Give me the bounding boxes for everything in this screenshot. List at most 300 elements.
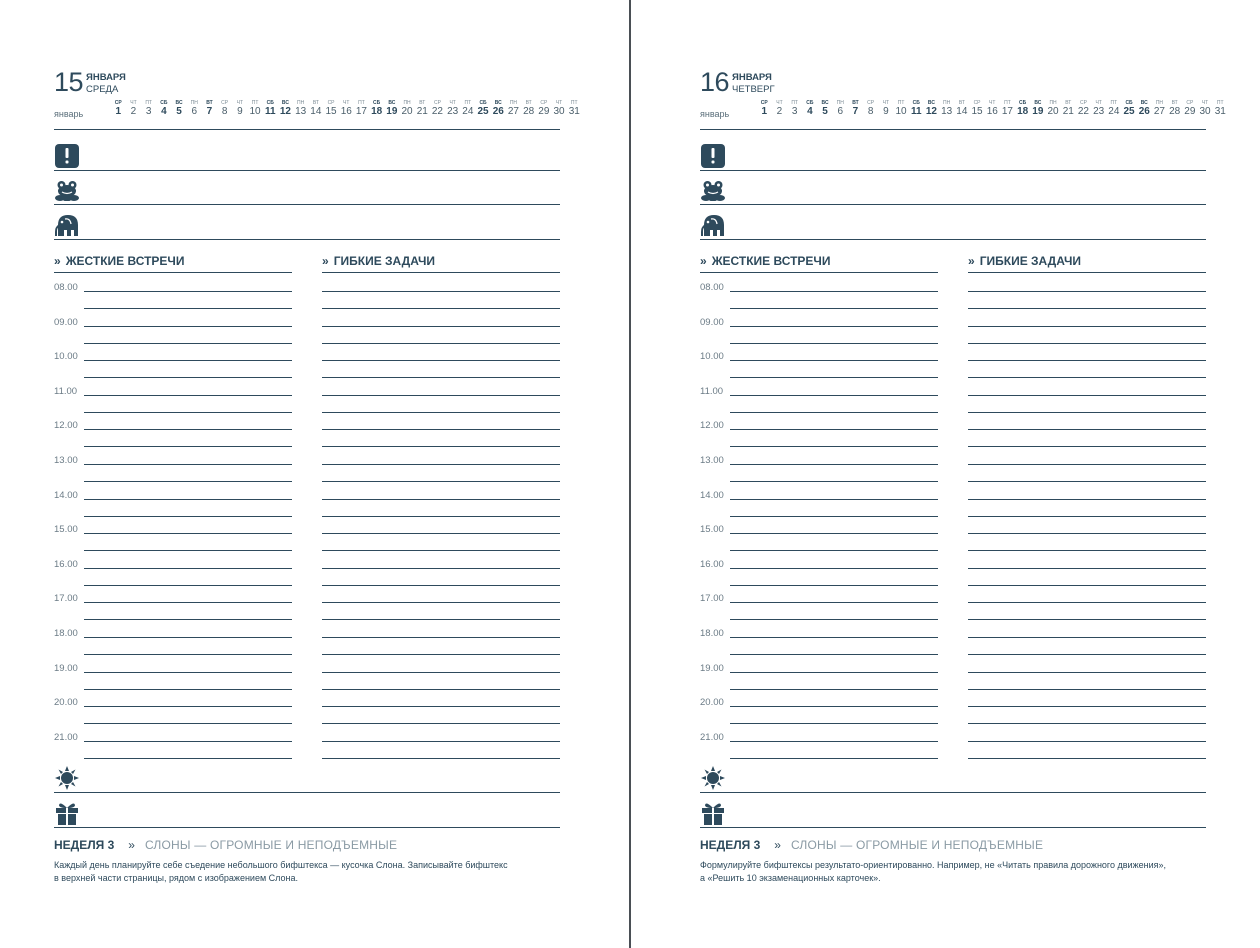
calendar-date: 20	[401, 106, 413, 117]
sun-icon	[700, 765, 728, 791]
calendar-day[interactable]	[924, 100, 939, 118]
calendar-date: 7	[852, 106, 859, 117]
calendar-day[interactable]	[476, 100, 491, 118]
elephant-icon	[54, 212, 82, 238]
meeting-line[interactable]	[730, 481, 938, 482]
meeting-line[interactable]	[84, 499, 292, 500]
hour-label: 12.00	[54, 420, 78, 432]
task-line[interactable]	[968, 360, 1206, 361]
meeting-line[interactable]	[84, 602, 292, 603]
calendar-date: 4	[161, 106, 167, 117]
calendar-date: 1	[115, 106, 122, 117]
task-line[interactable]	[322, 637, 560, 638]
calendar-weekday: ПТ	[145, 100, 152, 106]
meeting-line[interactable]	[84, 481, 292, 482]
calendar-day[interactable]	[848, 100, 863, 118]
calendar-day[interactable]	[970, 100, 985, 118]
meeting-line[interactable]	[84, 619, 292, 620]
calendar-day[interactable]	[909, 100, 924, 118]
meeting-line[interactable]	[730, 429, 938, 430]
calendar-day[interactable]	[248, 100, 263, 118]
calendar-weekday: ВС	[1140, 100, 1148, 106]
calendar-weekday: СБ	[1125, 100, 1133, 106]
hour-label: 17.00	[700, 593, 724, 605]
calendar-weekday: ПН	[1049, 100, 1057, 106]
calendar-weekday: ЧТ	[130, 100, 137, 106]
task-line[interactable]	[968, 446, 1206, 447]
calendar-day[interactable]	[818, 100, 833, 118]
task-line[interactable]	[322, 395, 560, 396]
priority-line[interactable]	[54, 170, 560, 171]
calendar-day[interactable]	[491, 100, 506, 118]
weekday-name: ЧЕТВЕРГ	[732, 84, 775, 95]
meeting-line[interactable]	[730, 360, 938, 361]
calendar-day[interactable]	[309, 100, 324, 118]
calendar-day[interactable]	[1046, 100, 1061, 118]
calendar-day[interactable]	[172, 100, 187, 118]
calendar-date: 22	[1077, 106, 1089, 117]
calendar-weekday: ПН	[403, 100, 411, 106]
note-line[interactable]	[54, 792, 560, 793]
calendar-day[interactable]	[757, 100, 772, 118]
calendar-date: 10	[249, 106, 261, 117]
calendar-day[interactable]	[217, 100, 232, 118]
calendar-weekday: ПТ	[570, 100, 578, 106]
note-line[interactable]	[54, 827, 560, 828]
calendar-weekday: СБ	[912, 100, 920, 106]
calendar-weekday: СР	[1186, 100, 1194, 106]
calendar-day[interactable]	[1061, 100, 1076, 118]
hour-label: 15.00	[700, 524, 724, 536]
hour-label: 11.00	[54, 385, 78, 397]
calendar-weekday: СР	[973, 100, 981, 106]
calendar-day[interactable]	[1031, 100, 1046, 118]
calendar-date: 27	[1153, 106, 1165, 117]
tip-line: Каждый день планируйте себе съедение небольшого бифштекса — кусочка Слона. Записывайте бифштекс	[54, 860, 508, 870]
week-tip	[54, 859, 554, 885]
calendar-day[interactable]	[955, 100, 970, 118]
meeting-line[interactable]	[84, 464, 292, 465]
calendar-day[interactable]	[1107, 100, 1122, 118]
calendar-day[interactable]	[187, 100, 202, 118]
meeting-line[interactable]	[730, 568, 938, 569]
calendar-day[interactable]	[461, 100, 476, 118]
task-line[interactable]	[968, 723, 1206, 724]
task-line[interactable]	[322, 481, 560, 482]
task-line[interactable]	[968, 499, 1206, 500]
calendar-day[interactable]	[233, 100, 248, 118]
meeting-line[interactable]	[84, 343, 292, 344]
calendar-day[interactable]	[324, 100, 339, 118]
calendar-day[interactable]	[772, 100, 787, 118]
task-line[interactable]	[968, 377, 1206, 378]
meeting-line[interactable]	[730, 395, 938, 396]
task-line[interactable]	[968, 412, 1206, 413]
calendar-day[interactable]	[369, 100, 384, 118]
calendar-day[interactable]	[278, 100, 293, 118]
calendar-day[interactable]	[506, 100, 521, 118]
task-line[interactable]	[322, 326, 560, 327]
calendar-day[interactable]	[1198, 100, 1213, 118]
calendar-date: 11	[910, 106, 922, 117]
task-line[interactable]	[322, 619, 560, 620]
task-line[interactable]	[322, 706, 560, 707]
calendar-day[interactable]	[1076, 100, 1091, 118]
meeting-line[interactable]	[730, 291, 938, 292]
calendar-day[interactable]	[833, 100, 848, 118]
heading-text: ЖЕСТКИЕ ВСТРЕЧИ	[65, 254, 185, 268]
task-line[interactable]	[322, 446, 560, 447]
calendar-day[interactable]	[552, 100, 567, 118]
calendar-weekday: ВС	[1034, 100, 1042, 106]
calendar-weekday: СБ	[373, 100, 381, 106]
meeting-line[interactable]	[730, 533, 938, 534]
calendar-date: 28	[523, 106, 535, 117]
calendar-day[interactable]	[787, 100, 802, 118]
calendar-day[interactable]	[537, 100, 552, 118]
meeting-line[interactable]	[730, 585, 938, 586]
calendar-day[interactable]	[354, 100, 369, 118]
calendar-date: 5	[822, 106, 828, 117]
calendar-weekday: ВС	[927, 100, 935, 106]
calendar-weekday: СР	[1079, 100, 1087, 106]
task-line[interactable]	[968, 568, 1206, 569]
calendar-date: 31	[1214, 106, 1226, 117]
task-line[interactable]	[968, 637, 1206, 638]
hour-label: 17.00	[54, 593, 78, 605]
task-line[interactable]	[322, 550, 560, 551]
meeting-line[interactable]	[84, 706, 292, 707]
hour-label: 14.00	[54, 489, 78, 501]
meeting-line[interactable]	[730, 499, 938, 500]
calendar-day[interactable]	[385, 100, 400, 118]
task-line[interactable]	[968, 343, 1206, 344]
calendar-day[interactable]	[803, 100, 818, 118]
calendar-date: 3	[791, 106, 798, 117]
meeting-line[interactable]	[730, 308, 938, 309]
calendar-day[interactable]	[1000, 100, 1015, 118]
calendar-day[interactable]	[1015, 100, 1030, 118]
calendar-day[interactable]	[141, 100, 156, 118]
meeting-line[interactable]	[730, 326, 938, 327]
calendar-day[interactable]	[339, 100, 354, 118]
calendar-day[interactable]	[202, 100, 217, 118]
task-line[interactable]	[322, 308, 560, 309]
meeting-line[interactable]	[84, 568, 292, 569]
hour-label: 16.00	[700, 558, 724, 570]
chevron-icon: »	[968, 254, 975, 268]
task-line[interactable]	[968, 464, 1206, 465]
priority-line[interactable]	[700, 239, 1206, 240]
note-line[interactable]	[700, 792, 1206, 793]
calendar-date: 6	[837, 106, 844, 117]
calendar-date: 13	[295, 106, 307, 117]
calendar-weekday: СР	[221, 100, 229, 106]
meeting-line[interactable]	[84, 412, 292, 413]
calendar-day[interactable]	[293, 100, 308, 118]
calendar-weekday: ПТ	[251, 100, 259, 106]
priority-line[interactable]	[700, 204, 1206, 205]
calendar-date: 17	[1001, 106, 1013, 117]
column-heading-rule	[54, 272, 292, 273]
meeting-line[interactable]	[730, 672, 938, 673]
calendar-day[interactable]	[111, 100, 126, 118]
task-line[interactable]	[968, 395, 1206, 396]
task-line[interactable]	[968, 654, 1206, 655]
task-line[interactable]	[968, 516, 1206, 517]
task-line[interactable]	[968, 481, 1206, 482]
mini-calendar	[111, 100, 580, 122]
priority-line[interactable]	[700, 170, 1206, 171]
exclamation-icon	[700, 143, 728, 169]
calendar-weekday: ЧТ	[776, 100, 783, 106]
meeting-line[interactable]	[84, 637, 292, 638]
calendar-weekday: ПН	[297, 100, 305, 106]
meeting-line[interactable]	[84, 395, 292, 396]
calendar-date: 28	[1169, 106, 1181, 117]
meeting-line[interactable]	[730, 602, 938, 603]
calendar-weekday: ЧТ	[343, 100, 350, 106]
hour-label: 21.00	[54, 731, 78, 743]
task-line[interactable]	[968, 741, 1206, 742]
meeting-line[interactable]	[84, 377, 292, 378]
hour-label: 19.00	[700, 662, 724, 674]
hour-label: 10.00	[54, 351, 78, 363]
exclamation-icon	[54, 143, 82, 169]
task-line[interactable]	[968, 619, 1206, 620]
meeting-line[interactable]	[730, 741, 938, 742]
task-line[interactable]	[322, 568, 560, 569]
week-topic: СЛОНЫ — ОГРОМНЫЕ И НЕПОДЪЕМНЫЕ	[790, 838, 1044, 852]
calendar-date: 8	[867, 106, 874, 117]
calendar-weekday: ВС	[494, 100, 502, 106]
meeting-line[interactable]	[730, 689, 938, 690]
task-line[interactable]	[968, 308, 1206, 309]
calendar-day[interactable]	[879, 100, 894, 118]
calendar-day[interactable]	[157, 100, 172, 118]
meeting-line[interactable]	[730, 619, 938, 620]
task-line[interactable]	[968, 326, 1206, 327]
meeting-line[interactable]	[730, 464, 938, 465]
calendar-date: 22	[431, 106, 443, 117]
meeting-line[interactable]	[730, 550, 938, 551]
task-line[interactable]	[968, 533, 1206, 534]
calendar-date: 18	[1017, 106, 1029, 117]
calendar-date: 24	[462, 106, 474, 117]
hour-label: 12.00	[700, 420, 724, 432]
calendar-weekday: ПТ	[1216, 100, 1224, 106]
tip-line: в верхней части страницы, рядом с изображением Слона.	[54, 873, 298, 883]
meeting-line[interactable]	[84, 291, 292, 292]
calendar-weekday: ЧТ	[882, 100, 890, 106]
calendar-day[interactable]	[445, 100, 460, 118]
task-line[interactable]	[322, 723, 560, 724]
calendar-date: 25	[477, 106, 489, 117]
calendar-day[interactable]	[1091, 100, 1106, 118]
calendar-weekday: СР	[114, 100, 122, 106]
meeting-line[interactable]	[84, 758, 292, 759]
meeting-line[interactable]	[730, 637, 938, 638]
day-number: 15	[54, 67, 84, 97]
meeting-line[interactable]	[84, 654, 292, 655]
calendar-date: 2	[776, 106, 783, 117]
header-divider	[700, 129, 1206, 130]
task-line[interactable]	[322, 412, 560, 413]
hard-meetings-heading	[700, 254, 831, 268]
meeting-line[interactable]	[730, 723, 938, 724]
calendar-date: 20	[1047, 106, 1059, 117]
task-line[interactable]	[322, 360, 560, 361]
hour-label: 14.00	[700, 489, 724, 501]
calendar-day[interactable]	[1213, 100, 1228, 118]
task-line[interactable]	[322, 672, 560, 673]
task-line[interactable]	[322, 585, 560, 586]
task-line[interactable]	[322, 343, 560, 344]
calendar-weekday: СР	[327, 100, 335, 106]
calendar-date: 16	[340, 106, 352, 117]
month-name: ЯНВАРЯ	[86, 72, 126, 83]
task-line[interactable]	[322, 464, 560, 465]
meeting-line[interactable]	[730, 446, 938, 447]
meeting-line[interactable]	[84, 723, 292, 724]
task-line[interactable]	[322, 429, 560, 430]
sun-icon	[54, 765, 82, 791]
calendar-day[interactable]	[415, 100, 430, 118]
task-line[interactable]	[968, 689, 1206, 690]
calendar-weekday: СБ	[479, 100, 487, 106]
meeting-line[interactable]	[84, 326, 292, 327]
calendar-day[interactable]	[1137, 100, 1152, 118]
hour-label: 21.00	[700, 731, 724, 743]
calendar-date: 1	[761, 106, 768, 117]
note-line[interactable]	[700, 827, 1206, 828]
meeting-line[interactable]	[730, 343, 938, 344]
calendar-weekday: ПН	[1155, 100, 1164, 106]
calendar-weekday: ПТ	[791, 100, 798, 106]
calendar-weekday: ВТ	[1065, 100, 1072, 106]
calendar-weekday: СБ	[1019, 100, 1027, 106]
chevron-icon: »	[700, 254, 707, 268]
calendar-day[interactable]	[1167, 100, 1182, 118]
calendar-date: 24	[1108, 106, 1120, 117]
calendar-day[interactable]	[126, 100, 141, 118]
meeting-line[interactable]	[84, 585, 292, 586]
calendar-date: 15	[325, 106, 337, 117]
calendar-date: 23	[1093, 106, 1105, 117]
task-line[interactable]	[322, 516, 560, 517]
task-line[interactable]	[322, 741, 560, 742]
meeting-line[interactable]	[730, 412, 938, 413]
meeting-line[interactable]	[84, 446, 292, 447]
calendar-date: 7	[206, 106, 213, 117]
calendar-weekday: ВТ	[852, 100, 859, 106]
heading-text: ЖЕСТКИЕ ВСТРЕЧИ	[711, 254, 831, 268]
hour-label: 11.00	[700, 385, 724, 397]
task-line[interactable]	[968, 429, 1206, 430]
meeting-line[interactable]	[84, 672, 292, 673]
meeting-line[interactable]	[730, 377, 938, 378]
task-line[interactable]	[968, 291, 1206, 292]
calendar-day[interactable]	[400, 100, 415, 118]
calendar-weekday: ЧТ	[1095, 100, 1102, 106]
week-banner	[54, 838, 397, 852]
calendar-weekday: СР	[433, 100, 441, 106]
calendar-date: 11	[264, 106, 276, 117]
calendar-date: 31	[568, 106, 580, 117]
calendar-day[interactable]	[263, 100, 278, 118]
priority-line[interactable]	[54, 204, 560, 205]
calendar-day[interactable]	[863, 100, 878, 118]
chevron-icon: »	[128, 838, 135, 852]
week-label: НЕДЕЛЯ 3	[54, 838, 115, 852]
task-line[interactable]	[968, 706, 1206, 707]
calendar-day[interactable]	[985, 100, 1000, 118]
calendar-date: 19	[1032, 106, 1044, 117]
meeting-line[interactable]	[730, 516, 938, 517]
elephant-icon	[700, 212, 728, 238]
calendar-day[interactable]	[939, 100, 954, 118]
task-line[interactable]	[322, 377, 560, 378]
meeting-line[interactable]	[84, 689, 292, 690]
frog-icon	[700, 178, 728, 204]
task-line[interactable]	[968, 585, 1206, 586]
week-tip	[700, 859, 1200, 885]
task-line[interactable]	[968, 758, 1206, 759]
meeting-line[interactable]	[84, 550, 292, 551]
meeting-line[interactable]	[84, 360, 292, 361]
calendar-date: 13	[941, 106, 953, 117]
calendar-date: 30	[1199, 106, 1211, 117]
meeting-line[interactable]	[84, 516, 292, 517]
task-line[interactable]	[322, 533, 560, 534]
meeting-line[interactable]	[730, 654, 938, 655]
task-line[interactable]	[322, 291, 560, 292]
meeting-line[interactable]	[84, 741, 292, 742]
calendar-day[interactable]	[430, 100, 445, 118]
hour-label: 15.00	[54, 524, 78, 536]
task-line[interactable]	[322, 758, 560, 759]
calendar-day[interactable]	[1122, 100, 1137, 118]
calendar-weekday: ПН	[836, 100, 844, 106]
task-line[interactable]	[322, 654, 560, 655]
task-line[interactable]	[968, 550, 1206, 551]
page-content	[54, 0, 580, 948]
calendar-weekday: ПТ	[358, 100, 365, 106]
calendar-weekday: ПТ	[1110, 100, 1118, 106]
meeting-line[interactable]	[730, 706, 938, 707]
calendar-day[interactable]	[521, 100, 536, 118]
hour-label: 08.00	[54, 282, 78, 293]
meeting-line[interactable]	[84, 429, 292, 430]
calendar-weekday: ВС	[175, 100, 183, 106]
calendar-weekday: ЧТ	[236, 100, 244, 106]
meeting-line[interactable]	[730, 758, 938, 759]
task-line[interactable]	[322, 602, 560, 603]
calendar-day[interactable]	[567, 100, 582, 118]
priority-line[interactable]	[54, 239, 560, 240]
calendar-day[interactable]	[1183, 100, 1198, 118]
task-line[interactable]	[968, 602, 1206, 603]
meeting-line[interactable]	[84, 533, 292, 534]
calendar-weekday: СР	[760, 100, 768, 106]
task-line[interactable]	[322, 689, 560, 690]
task-line[interactable]	[968, 672, 1206, 673]
calendar-day[interactable]	[894, 100, 909, 118]
calendar-day[interactable]	[1152, 100, 1167, 118]
meeting-line[interactable]	[84, 308, 292, 309]
task-line[interactable]	[322, 499, 560, 500]
calendar-date: 21	[1062, 106, 1074, 117]
